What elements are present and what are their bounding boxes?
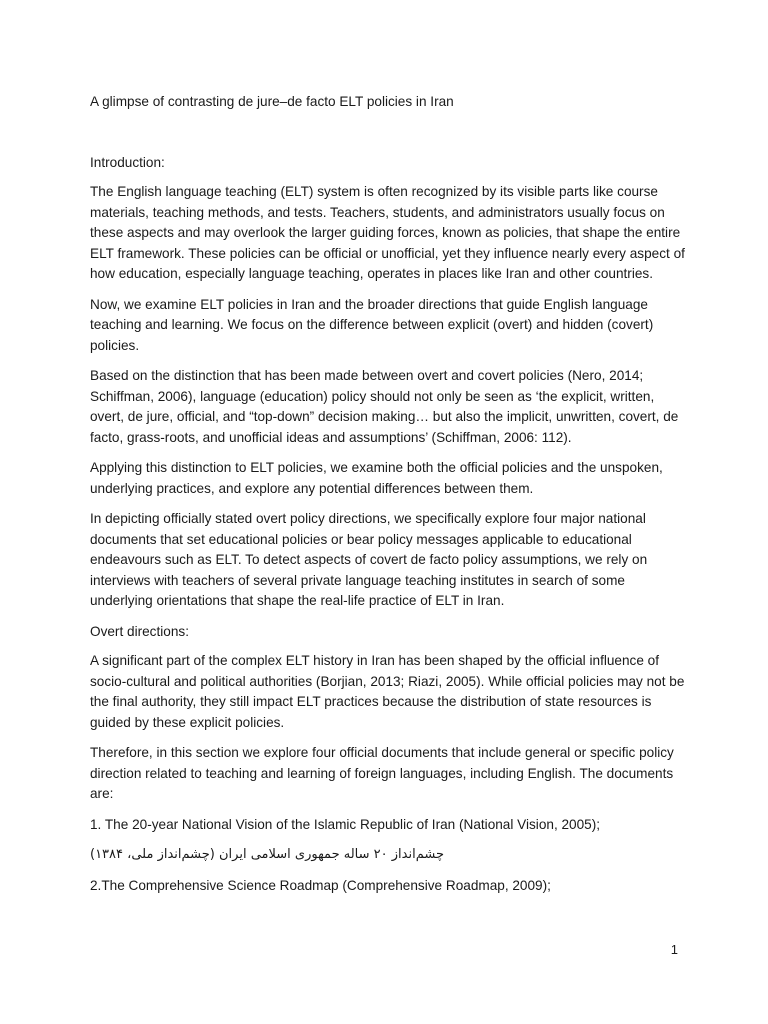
overt-paragraph-1: A significant part of the complex ELT history in Iran has been shaped by the official influence of socio-cultural and political authorities (Borjian, 2013; Riazi, 2005). While official policies may not be the final authority, they still impact ELT practices because the distribution of state resources is guided by these explicit policies. [90, 653, 685, 730]
intro-paragraph-4: Applying this distinction to ELT policies, we examine both the official policies and the unspoken, underlying practices, and explore any potential differences between them. [90, 460, 663, 496]
overt-directions-heading: Overt directions: [90, 623, 189, 639]
document-page [90, 92, 688, 906]
introduction-heading: Introduction: [90, 154, 165, 170]
document-list-item-1: 1. The 20-year National Vision of the Islamic Republic of Iran (National Vision, 2005); [90, 816, 601, 832]
overt-paragraph-2: Therefore, in this section we explore four official documents that include general or specific policy direction related to teaching and learning of foreign languages, including English. The documents are: [90, 745, 674, 801]
intro-paragraph-3: Based on the distinction that has been made between overt and covert policies (Nero, 2014; Schiffman, 2006), language (education) policy should not only be seen as ‘the explicit, written, overt, de jure, official, and “top-down” decision making… but also the implicit, unwritten, covert, de facto, grass-roots, and unofficial ideas and assumptions’ (Schiffman, 2006: 112). [90, 368, 679, 445]
document-list-item-2: 2.The Comprehensive Science Roadmap (Comprehensive Roadmap, 2009); [90, 877, 551, 893]
intro-paragraph-1: The English language teaching (ELT) system is often recognized by its visible parts like course materials, teaching methods, and tests. Teachers, students, and administrators usually focus on these aspects and may overlook the larger guiding forces, known as policies, that shape the entire ELT framework. These policies can be official or unofficial, yet they influence nearly every aspect of how education, especially language teaching, operates in places like Iran and other countries. [90, 184, 685, 281]
farsi-title-line: چشم‌انداز ۲۰ ساله جمهوری اسلامی ایران (چشم‌انداز ملی، ۱۳۸۴) [90, 847, 445, 862]
document-title: A glimpse of contrasting de jure–de facto ELT policies in Iran [90, 94, 454, 109]
intro-paragraph-2: Now, we examine ELT policies in Iran and the broader directions that guide English language teaching and learning. We focus on the difference between explicit (overt) and hidden (covert) policies. [90, 296, 654, 353]
page-number: 1 [670, 942, 678, 957]
intro-paragraph-5: In depicting officially stated overt policy directions, we specifically explore four major national documents that set educational policies or bear policy messages applicable to educational endeavours such as ELT. To detect aspects of covert de facto policy assumptions, we rely on interviews with teachers of several private language teaching institutes in search of some underlying orientations that shape the real-life practice of ELT in Iran. [90, 511, 648, 608]
